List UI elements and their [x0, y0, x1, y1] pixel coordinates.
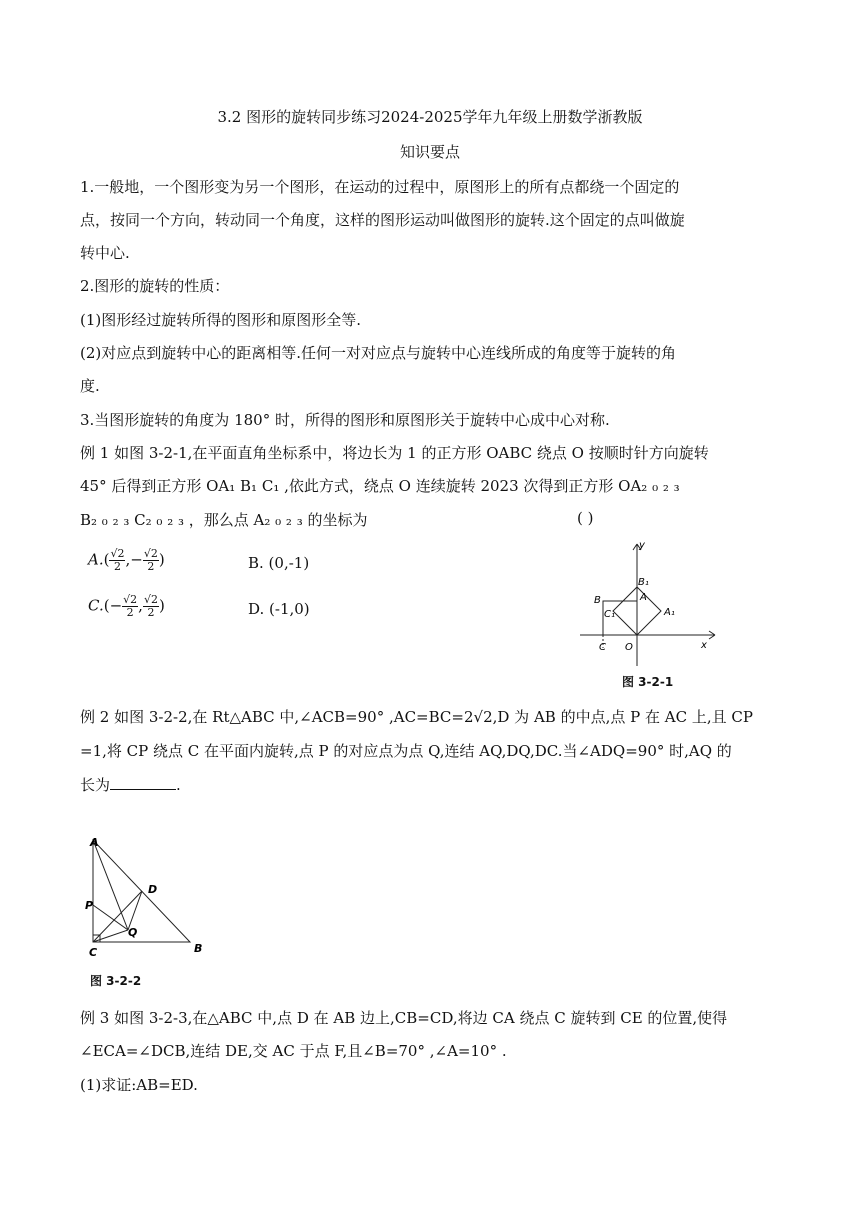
example-2-line-3: 长为 .: [80, 776, 181, 794]
example-2-line-3-text: 长为: [80, 776, 111, 794]
point-1-line-2: 点，按同一个方向，转动同一个角度，这样的图形运动叫做图形的旋转.这个固定的点叫做旋: [80, 211, 685, 229]
example-2-line-1: 例 2 如图 3-2-2,在 Rt△ABC 中,∠ACB=90° ,AC=BC=2√2,D 为 AB 的中点,点 P 在 AC 上,且 CP: [80, 708, 753, 726]
example-1-line-2: 45° 后得到正方形 OA₁ B₁ C₁ ,依此方式，绕点 O 连续旋转 2023 次得到正方形 OA₂ ₀ ₂ ₃: [80, 477, 680, 495]
label-o: O: [625, 642, 633, 653]
option-c-label: C.: [88, 596, 104, 615]
label-c1: C₁: [604, 609, 615, 620]
label-y: y: [639, 540, 645, 551]
point-2-2-line-2: 度.: [80, 377, 100, 395]
point-2-1: (1)图形经过旋转所得的图形和原图形全等.: [80, 311, 362, 329]
document-title: 3.2 图形的旋转同步练习2024-2025学年九年级上册数学浙教版: [217, 108, 643, 126]
label-a: A: [90, 836, 99, 849]
example-3-question-1: (1)求证:AB=ED.: [80, 1076, 198, 1094]
point-2: 2.图形的旋转的性质：: [80, 277, 230, 295]
point-1-line-1: 1.一般地，一个图形变为另一个图形，在运动的过程中，原图形上的所有点都绕一个固定的: [80, 178, 680, 196]
figure-3-2-2-caption: 图 3-2-2: [90, 974, 142, 988]
segment-aq: [93, 840, 128, 930]
label-q: Q: [128, 926, 138, 939]
figure-3-2-2: [80, 830, 220, 960]
segment-dq: [128, 891, 142, 930]
example-3-line-1: 例 3 如图 3-2-3,在△ABC 中,点 D 在 AB 边上,CB=CD,将边 CA 绕点 C 旋转到 CE 的位置,使得: [80, 1009, 728, 1027]
example-2-line-2: =1,将 CP 绕点 C 在平面内旋转,点 P 的对应点为点 Q,连结 AQ,DQ,DC.当∠ADQ=90° 时,AQ 的: [80, 742, 732, 760]
point-3: 3.当图形旋转的角度为 180° 时，所得的图形和原图形关于旋转中心成中心对称.: [80, 411, 610, 429]
option-c: C.(− $\frac{√2}{2}$ , $\frac{√2}{2}$ ): [88, 593, 165, 619]
example-3-line-2: ∠ECA=∠DCB,连结 DE,交 AC 于点 F,且∠B=70° ,∠A=10° .: [80, 1042, 507, 1060]
option-a: A.( $\frac{√2}{2}$ ,− $\frac{√2}{2}$ ): [88, 547, 165, 573]
label-a1: A₁: [664, 607, 675, 618]
example-1-line-3: B₂ ₀ ₂ ₃ C₂ ₀ ₂ ₃ ，那么点 A₂ ₀ ₂ ₃ 的坐标为: [80, 511, 368, 529]
fraction: $\frac{√2}{2}$: [143, 547, 158, 573]
figure-3-2-1-caption: 图 3-2-1: [622, 675, 674, 689]
figure-3-2-1: [575, 538, 725, 668]
label-b1: B₁: [638, 577, 649, 588]
section-heading: 知识要点: [399, 143, 460, 161]
fraction: $\frac{√2}{2}$: [143, 593, 158, 619]
option-a-label: A.: [88, 550, 104, 569]
fraction: $\frac{√2}{2}$: [123, 593, 138, 619]
label-p: P: [85, 899, 94, 912]
point-1-line-3: 转中心.: [80, 244, 130, 262]
point-2-2-line-1: (2)对应点到旋转中心的距离相等.任何一对对应点与旋转中心连线所成的角度等于旋转的角: [80, 344, 677, 362]
example-1-line-1: 例 1 如图 3-2-1,在平面直角坐标系中，将边长为 1 的正方形 OABC 绕点 O 按顺时针方向旋转: [80, 444, 709, 462]
option-b: B. (0,-1): [248, 554, 310, 572]
label-b: B: [194, 942, 203, 955]
label-d: D: [148, 883, 158, 896]
label-x: x: [701, 640, 707, 651]
answer-blank[interactable]: [110, 775, 176, 790]
label-c: C: [599, 642, 606, 653]
option-d: D. (-1,0): [248, 600, 310, 618]
label-b: B: [594, 595, 601, 606]
answer-paren: ( ): [577, 509, 594, 527]
fraction: $\frac{√2}{2}$: [110, 547, 125, 573]
label-a: A: [640, 592, 647, 603]
label-c: C: [89, 946, 98, 959]
